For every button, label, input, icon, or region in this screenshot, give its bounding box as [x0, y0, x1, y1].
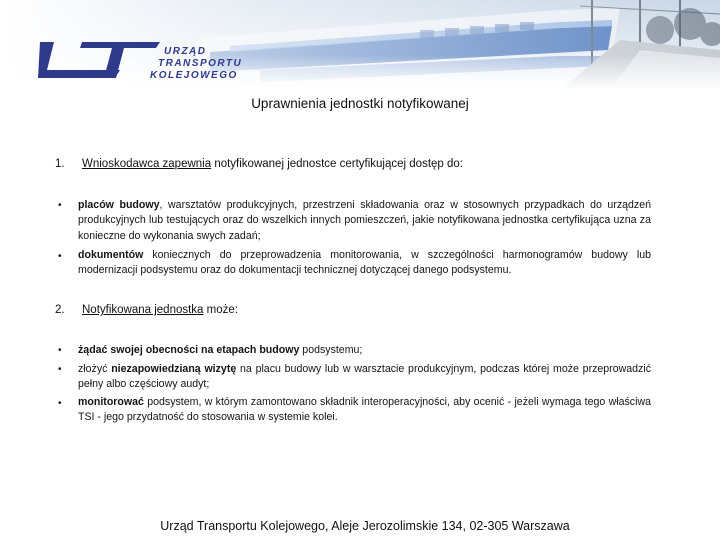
- list-item-bold: dokumentów: [78, 249, 144, 261]
- list-item-text: złożyć: [78, 363, 112, 375]
- list-item-text: na placu budowy lub w warsztacie produkcyjnym, podczas której może przeprowadzić pełny albo częściowy audyt;: [78, 363, 651, 391]
- section1-heading-underlined: Wnioskodawca zapewnia: [82, 158, 212, 170]
- list-item: [78, 362, 651, 393]
- list-item-text: koniecznych do przeprowadzenia monitorowania, w szczególności harmonogramów budowy lub modernizacji podsystemu oraz do dokumentacji technicznej dotyczącej danego podsystemu.: [78, 249, 651, 277]
- logo-text-line1: URZĄD: [164, 46, 207, 57]
- slide-title: Uprawnienia jednostki notyfikowanej: [251, 96, 469, 111]
- list-item: [78, 395, 651, 426]
- logo-text-line2: TRANSPORTU: [158, 58, 243, 69]
- footer-address: Urząd Transportu Kolejowego, Aleje Jerozolimskie 134, 02-305 Warszawa: [160, 519, 570, 533]
- list-item-text: podsystemu;: [299, 344, 363, 356]
- list-item-text: podsystem, w którym zamontowano składnik interoperacyjności, aby ocenić - jeżeli wymaga tego właściwa TSI - jego przydatność do stosowania w systemie kolei.: [78, 396, 651, 424]
- list-item-bold: niezapowiedzianą wizytę: [111, 363, 237, 375]
- list-item-bold: żądać swojej obecności na etapach budowy: [78, 344, 300, 356]
- section2-heading: [82, 304, 238, 316]
- list-item: [78, 343, 651, 358]
- list-item: [78, 248, 651, 279]
- section2-number: 2.: [55, 304, 65, 316]
- list-item: [78, 198, 651, 244]
- section1-number: 1.: [55, 158, 65, 170]
- list-item-bold: placów budowy: [78, 199, 160, 211]
- bullet-icon: •: [58, 364, 62, 375]
- bullet-icon: •: [58, 251, 62, 262]
- header-banner: [0, 0, 720, 90]
- logo-text-line3: KOLEJOWEGO: [150, 70, 238, 81]
- list-item-text: , warsztatów produkcyjnych, przestrzeni składowania oraz w stosownych przypadkach do urządzeń produkcyjnych lub testujących oraz do wszelkich innych pomieszczeń, jakie notyfikowana jednostka certyfikująca uzna za konieczne do wykonania swych zadań;: [78, 199, 652, 242]
- list-item-bold: monitorować: [78, 396, 144, 408]
- section1-heading-rest: notyfikowanej jednostce certyfikującej dostęp do:: [211, 158, 463, 170]
- section1-heading: [82, 158, 463, 170]
- section2-heading-rest: może:: [203, 304, 238, 316]
- section2-heading-underlined: Notyfikowana jednostka: [82, 304, 204, 316]
- train-banner-graphic: [0, 0, 720, 90]
- bullet-icon: •: [58, 345, 62, 356]
- bullet-icon: •: [58, 200, 62, 211]
- bullet-icon: •: [58, 398, 62, 409]
